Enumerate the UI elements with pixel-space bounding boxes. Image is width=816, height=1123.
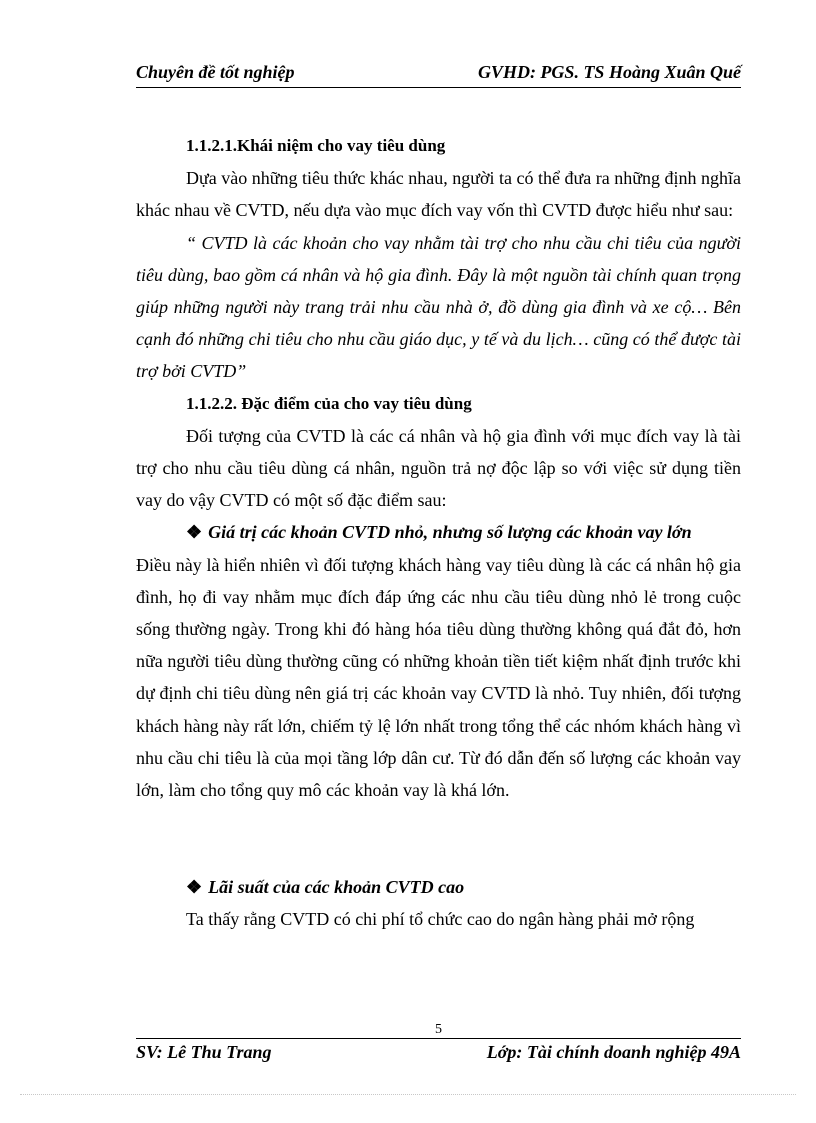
diamond-bullet-icon: ❖ (186, 522, 203, 543)
section-heading-characteristics: 1.1.2.2. Đặc điểm của cho vay tiêu dùng (186, 393, 472, 413)
paragraph-cost: Ta thấy rằng CVTD có chi phí tổ chức cao do ngân hàng phải mở rộng (186, 909, 695, 930)
footer-class: Lớp: Tài chính doanh nghiệp 49A (486, 1042, 741, 1062)
header-topic: Chuyên đề tốt nghiệp (136, 62, 295, 82)
page-footer (136, 1042, 741, 1066)
header-rule (136, 87, 741, 88)
diamond-bullet-icon: ❖ (186, 877, 203, 898)
footer-rule (136, 1038, 741, 1039)
bullet-small-value (136, 516, 741, 548)
definition-quote: “ CVTD là các khoản cho vay nhằm tài trợ cho nhu cầu chi tiêu của người tiêu dùng, bao gồm cá nhân và hộ gia đình. Đây là một nguồn tài chính quan trọng giúp những người này trang trải nhu cầu nhà ở, đồ dùng gia đình và xe cộ… Bên cạnh đó những chi tiêu cho nhu cầu giáo dục, y tế và du lịch… cũng có thể được tài trợ bởi CVTD” (136, 232, 741, 382)
page-header (136, 62, 741, 86)
page-number: 5 (435, 1022, 442, 1037)
spacer (136, 806, 741, 871)
document-body (136, 130, 741, 936)
page-border-dots (20, 1094, 796, 1095)
bullet-high-interest (136, 871, 741, 903)
bullet-text: Giá trị các khoản CVTD nhỏ, nhưng số lượng các khoản vay lớn (208, 522, 692, 543)
paragraph-characteristics: Đối tượng của CVTD là các cá nhân và hộ gia đình với mục đích vay là tài trợ cho nhu cầu tiêu dùng cá nhân, nguồn trả nợ độc lập so với việc sử dụng tiền vay do vậy CVTD có một số đặc điểm sau: (136, 425, 741, 511)
bullet-text: Lãi suất của các khoản CVTD cao (208, 877, 465, 898)
header-supervisor: GVHD: PGS. TS Hoàng Xuân Quế (477, 62, 741, 82)
section-heading-concept: 1.1.2.1.Khái niệm cho vay tiêu dùng (186, 136, 446, 155)
paragraph-explanation: Điều này là hiển nhiên vì đối tượng khách hàng vay tiêu dùng là các cá nhân hộ gia đình, họ đi vay nhằm mục đích đáp ứng các nhu cầu tiêu dùng nhỏ lẻ trong cuộc sống thường ngày. Trong khi đó hàng hóa tiêu dùng thường không quá đắt đỏ, hơn nữa người tiêu dùng thường cũng có những khoản tiền tiết kiệm nhất định trước khi dự định chi tiêu dùng nên giá trị các khoản vay CVTD là nhỏ. Tuy nhiên, đối tượng khách hàng này rất lớn, chiếm tỷ lệ lớn nhất trong tổng thể các nhóm khách hàng vì nhu cầu chi tiêu là của mọi tầng lớp dân cư. Từ đó dẫn đến số lượng các khoản vay lớn, làm cho tổng quy mô các khoản vay là khá lớn. (136, 554, 741, 801)
footer-student: SV: Lê Thu Trang (136, 1042, 272, 1062)
paragraph-intro: Dựa vào những tiêu thức khác nhau, người ta có thể đưa ra những định nghĩa khác nhau về CVTD, nếu dựa vào mục đích vay vốn thì CVTD được hiểu như sau: (136, 168, 741, 221)
